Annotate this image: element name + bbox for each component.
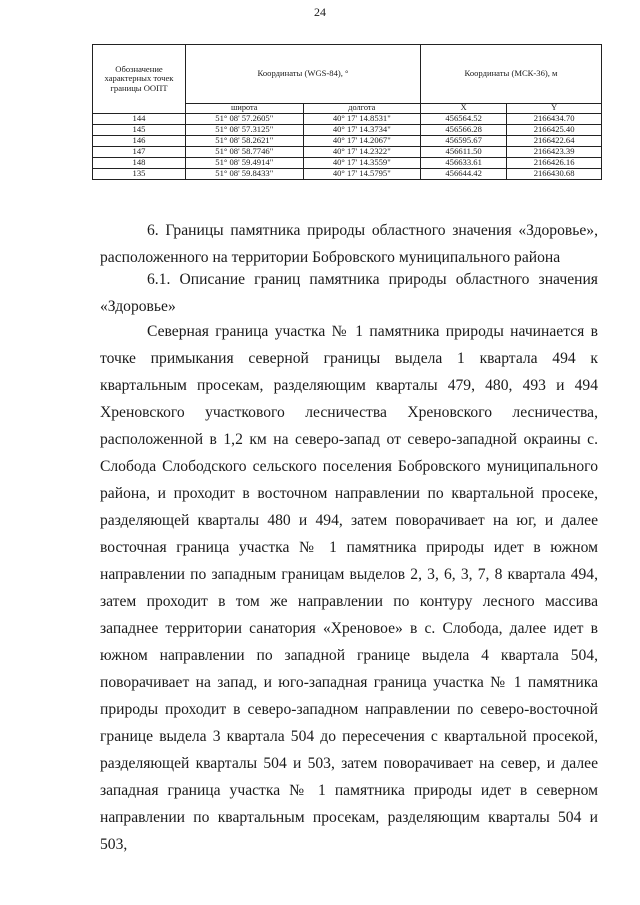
subheader-longitude: долгота [303,104,421,114]
cell-point: 147 [93,147,186,158]
header-point: Обозначение характерных точек границы ООПТ [93,45,186,114]
section-6-1 [100,266,598,320]
table-row [93,136,602,147]
cell-y: 2166425.40 [507,125,602,136]
cell-y: 2166434.70 [507,114,602,125]
cell-point: 145 [93,125,186,136]
cell-longitude: 40° 17' 14.8531" [303,114,421,125]
header-wgs84: Координаты (WGS-84), ° [186,45,421,104]
section-heading: 6. Границы памятника природы областного значения «Здоровье», расположенного на территории Бобровского муниципального района [100,222,598,266]
cell-longitude: 40° 17' 14.3734" [303,125,421,136]
cell-latitude: 51° 08' 58.7746" [186,147,304,158]
cell-x: 456633.61 [421,158,507,169]
subheader-y: Y [507,104,602,114]
subheader-latitude: широта [186,104,304,114]
page-number: 24 [314,5,326,19]
table-row [93,147,602,158]
body-paragraph: Северная граница участка № 1 памятника природы начинается в точке примыкания северной границы выдела 1 квартала 494 к квартальным просекам, разделяющим кварталы 479, 480, 493 и 494 Хреновского участкового лесничества Хреновского лесничества, расположенной в 1,2 км на северо-запад от северо-западной окраины с. Слобода Слободского сельского поселения Бобровского муниципального района, и проходит в восточном направлении по квартальной просеке, разделяющей кварталы 480 и 494, затем поворачивает на юг, и далее восточная граница участка № 1 памятника природы идет в южном направлении по западным границам выделов 2, 3, 6, 3, 7, 8 квартала 494, затем проходит в том же направлении по контуру лесного массива западнее территории санатория «Хреновое» в с. Слобода, далее идет в южном направлении по западной границе выдела 4 квартала 504, поворачивает на запад, и юго-западная граница участка № 1 памятника природы проходит в северо-западном направлении по северо-восточной границе выдела 3 квартала 504 до пересечения с квартальной просекой, разделяющей кварталы 504 и 503, затем поворачивает на север, и далее западная граница участка № 1 памятника природы идет в северном направлении по квартальным просекам, разделяющим кварталы 504 и 503, [100,323,598,853]
table-row [93,114,602,125]
cell-y: 2166426.16 [507,158,602,169]
cell-longitude: 40° 17' 14.2322" [303,147,421,158]
cell-point: 135 [93,169,186,180]
cell-longitude: 40° 17' 14.2067" [303,136,421,147]
cell-x: 456566.28 [421,125,507,136]
cell-latitude: 51° 08' 58.2621" [186,136,304,147]
subheader-x: X [421,104,507,114]
subsection-heading: 6.1. Описание границ памятника природы областного значения «Здоровье» [100,271,598,315]
boundary-description [100,318,598,858]
cell-longitude: 40° 17' 14.5795" [303,169,421,180]
cell-y: 2166422.64 [507,136,602,147]
cell-x: 456595.67 [421,136,507,147]
cell-x: 456564.52 [421,114,507,125]
cell-point: 144 [93,114,186,125]
cell-latitude: 51° 08' 57.2605" [186,114,304,125]
table-row [93,169,602,180]
table-row [93,158,602,169]
cell-latitude: 51° 08' 57.3125" [186,125,304,136]
header-msk36: Координаты (МСК-36), м [421,45,602,104]
cell-longitude: 40° 17' 14.3559" [303,158,421,169]
cell-point: 148 [93,158,186,169]
cell-latitude: 51° 08' 59.8433" [186,169,304,180]
coordinates-table [92,44,602,180]
cell-latitude: 51° 08' 59.4914" [186,158,304,169]
cell-x: 456611.50 [421,147,507,158]
cell-y: 2166423.39 [507,147,602,158]
section-6 [100,217,598,271]
cell-point: 146 [93,136,186,147]
cell-y: 2166430.68 [507,169,602,180]
cell-x: 456644.42 [421,169,507,180]
table-row [93,125,602,136]
